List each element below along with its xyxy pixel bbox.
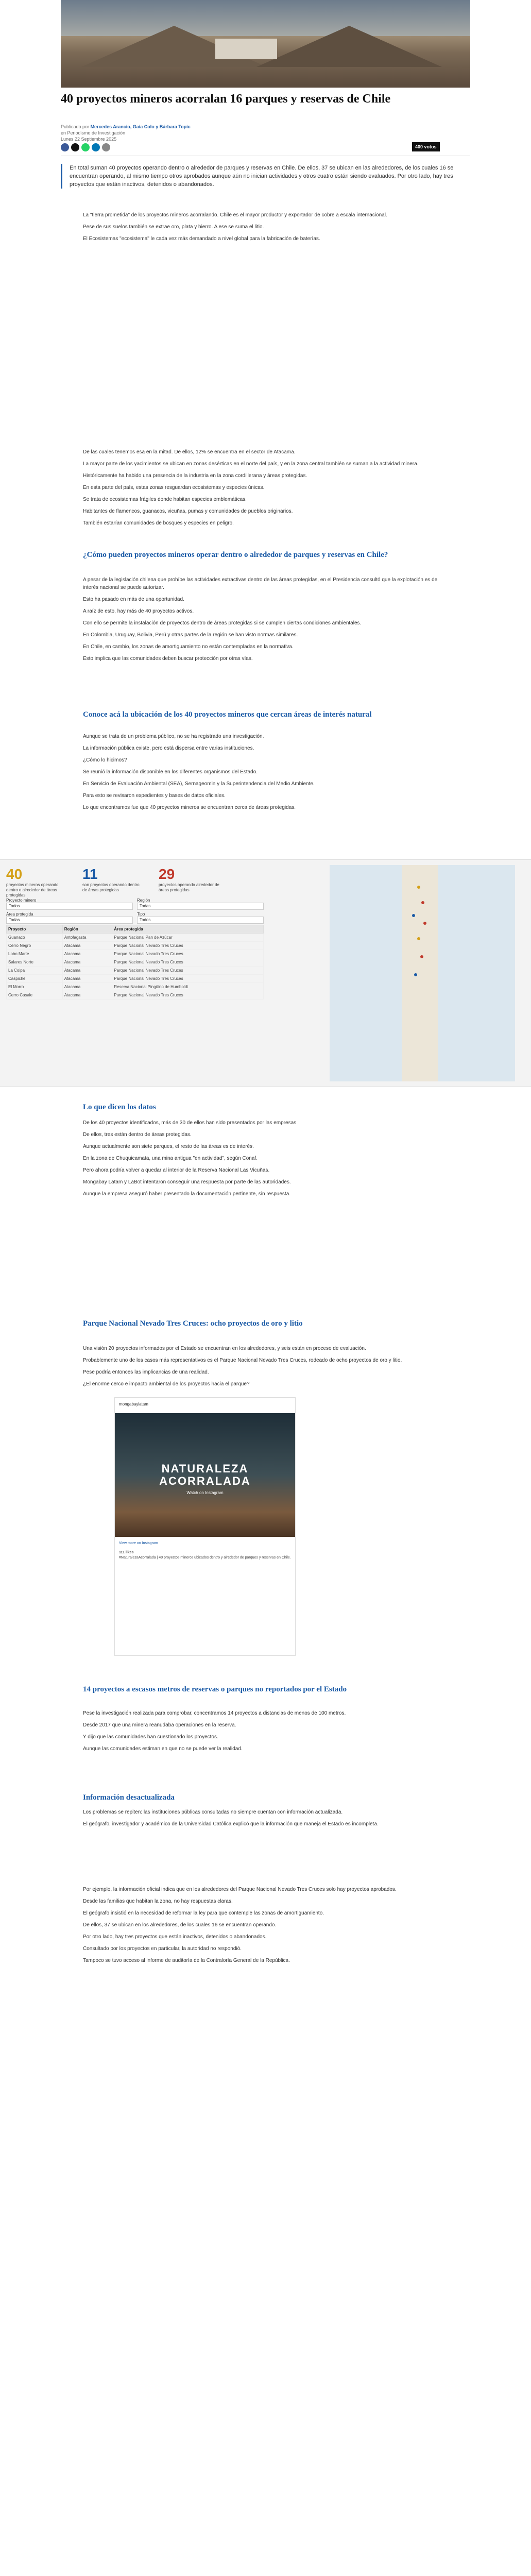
filter-area-select[interactable]: Todas [6, 917, 133, 924]
column-header[interactable]: Área protegida [112, 925, 264, 934]
paragraph: Una visión 20 proyectos informados por el Estado se encuentran en los alrededores, y seis están en proceso de evaluación. [83, 1346, 366, 1351]
table-row[interactable] [7, 991, 264, 999]
table-row[interactable] [7, 958, 264, 967]
section-body [83, 1709, 443, 1757]
filter-label: Región [137, 898, 150, 903]
table-cell: Parque Nacional Nevado Tres Cruces [112, 991, 264, 999]
table-cell: Parque Nacional Nevado Tres Cruces [112, 975, 264, 983]
instagram-embed[interactable] [114, 1397, 296, 1656]
column-header[interactable]: Proyecto [7, 925, 63, 934]
map-marker[interactable] [417, 886, 420, 889]
table-cell: Atacama [62, 950, 112, 958]
paragraph: Tampoco se tuvo acceso al informe de auditoría de la Contraloría General de la República. [83, 1958, 290, 1963]
paragraph: La información pública existe, pero está dispersa entre varias instituciones. [83, 745, 254, 751]
paragraph: A pesar de la legislación chilena que prohíbe las actividades extractivas dentro de las áreas protegidas, en el Presidencia consultó que la explotación es de interés nacional se puede autorizar. [83, 577, 438, 590]
stat-label: proyectos operando alrededor de áreas protegidas [159, 883, 219, 892]
paragraph: También estarían comunidades de bosques y especies en peligro. [83, 520, 234, 526]
paragraph: Por otro lado, hay tres proyectos que están inactivos, detenidos o abandonados. [83, 1934, 267, 1940]
table-row[interactable] [7, 967, 264, 975]
filter-label: Proyecto minero [6, 898, 37, 903]
section-heading: Parque Nacional Nevado Tres Cruces: ocho proyectos de oro y litio [83, 1319, 303, 1328]
table-cell: Antofagasta [62, 934, 112, 942]
section-heading: Lo que dicen los datos [83, 1103, 156, 1111]
filter-project-select[interactable]: Todos [6, 903, 133, 910]
paragraph: La mayor parte de los yacimientos se ubican en zonas desérticas en el norte del país, y en la zona central también se suman a la actividad minera. [83, 461, 419, 467]
instagram-caption: #NaturalezaAcorralada | 40 proyectos mineros ubicados dentro y alrededor de parques y reservas en Chile. [119, 1556, 291, 1560]
paragraph: La "tierra prometida" de los proyectos mineros acorralando. Chile es el mayor productor y exportador de cobre a escala internacional. [83, 212, 387, 218]
paragraph: De ellos, tres están dentro de áreas protegidas. [83, 1132, 192, 1138]
paragraph: Con ello se permite la instalación de proyectos dentro de áreas protegidas si se cumplen ciertas condiciones ambientales. [83, 620, 362, 626]
linkedin-icon[interactable] [92, 143, 100, 151]
paragraph: En Colombia, Uruguay, Bolivia, Perú y otras partes de la región se han visto normas similares. [83, 632, 298, 638]
section-body [83, 733, 443, 816]
email-icon[interactable] [102, 143, 110, 151]
table-cell: Parque Nacional Nevado Tres Cruces [112, 950, 264, 958]
filter-label: Tipo [137, 912, 145, 917]
instagram-account[interactable]: mongabaylatam [119, 1402, 148, 1406]
section-heading: ¿Cómo pueden proyectos mineros operar dentro o alrededor de parques y reservas en Chile? [83, 551, 388, 559]
map-marker[interactable] [421, 901, 424, 904]
projects-map-widget [0, 859, 531, 1087]
hero-building [215, 39, 277, 59]
hero-image [61, 0, 470, 88]
section-body [83, 1119, 443, 1202]
filter-type-select[interactable]: Todos [137, 917, 264, 924]
paragraph: Aunque se trata de un problema público, no se ha registrado una investigación. [83, 734, 264, 739]
table-cell: Caspiche [7, 975, 63, 983]
paragraph: Pese de sus suelos también se extrae oro, plata y hierro. A ese se suma el litio. [83, 224, 264, 230]
stat-number: 40 [6, 866, 23, 882]
paragraph: De los 40 proyectos identificados, más de 30 de ellos han sido presentados por las empresas. [83, 1120, 298, 1126]
filter-region-select[interactable]: Todas [137, 903, 264, 910]
stat-label: proyectos mineros operando dentro o alrededor de áreas protegidas [6, 883, 59, 897]
table-cell: Guanaco [7, 934, 63, 942]
paragraph: De las cuales tenemos esa en la mitad. De ellos, 12% se encuentra en el sector de Atacama. [83, 449, 296, 455]
table-cell: Atacama [62, 967, 112, 975]
paragraph: Se reunió la información disponible en los diferentes organismos del Estado. [83, 769, 258, 775]
likes-count: 111 likes [119, 1551, 134, 1554]
paragraph: De ellos, 37 se ubican en los alrededores, de los cuales 16 se encuentran operando. [83, 1922, 277, 1928]
byline-prefix: Publicado por [61, 124, 90, 129]
article-headline: 40 proyectos mineros acorralan 16 parques y reservas de Chile [61, 92, 391, 106]
table-cell: Salares Norte [7, 958, 63, 967]
table-cell: Atacama [62, 958, 112, 967]
paragraph: Aunque la empresa aseguró haber presentado la documentación pertinente, sin respuesta. [83, 1191, 291, 1197]
paragraph: Históricamente ha habido una presencia de la industria en la zona cordillerana y áreas protegidas. [83, 473, 307, 479]
section-body [83, 1345, 443, 1392]
paragraph: Desde 2017 que una minera reanudaba operaciones en la reserva. [83, 1722, 236, 1728]
paragraph: Para esto se revisaron expedientes y bases de datos oficiales. [83, 793, 226, 799]
table-cell: Parque Nacional Pan de Azúcar [112, 934, 264, 942]
paragraph: Habitantes de flamencos, guanacos, vicuñas, pumas y comunidades de pueblos originarios. [83, 509, 293, 514]
table-cell: Parque Nacional Nevado Tres Cruces [112, 942, 264, 950]
table-row[interactable] [7, 934, 264, 942]
map-marker[interactable] [412, 914, 415, 917]
paragraph: El Ecosistemas "ecosistema" le cada vez más demandado a nivel global para la fabricación de baterías. [83, 236, 320, 242]
share-buttons [61, 143, 110, 151]
table-cell: Atacama [62, 991, 112, 999]
paragraph: En esta parte del país, estas zonas resguardan ecosistemas y especies únicas. [83, 485, 265, 490]
paragraph: Probablemente uno de los casos más representativos es el Parque Nacional Nevado Tres Cruces, rodeado de ocho proyectos de oro y litio. [83, 1358, 402, 1363]
article-body [83, 448, 443, 531]
paragraph: Consultado por los proyectos en particular, la autoridad no respondió. [83, 1946, 242, 1952]
section-body [83, 576, 443, 667]
paragraph: Esto ha pasado en más de una oportunidad. [83, 597, 184, 602]
table-cell: La Coipa [7, 967, 63, 975]
section-body [83, 1808, 443, 1832]
paragraph: Y dijo que las comunidades han cuestionado los proyectos. [83, 1734, 218, 1740]
table-cell: Reserva Nacional Pingüino de Humboldt [112, 983, 264, 991]
table-cell: Parque Nacional Nevado Tres Cruces [112, 958, 264, 967]
map-marker[interactable] [423, 922, 426, 925]
table-cell: Cerro Negro [7, 942, 63, 950]
paragraph: ¿El enorme cerco e impacto ambiental de los proyectos hacia el parque? [83, 1381, 250, 1387]
instagram-image[interactable] [115, 1413, 295, 1537]
paragraph: ¿Cómo lo hicimos? [83, 757, 127, 763]
table-row[interactable] [7, 950, 264, 958]
table-cell: Atacama [62, 975, 112, 983]
paragraph: El geógrafo insistió en la necesidad de reformar la ley para que contemple las zonas de amortiguamiento. [83, 1910, 324, 1916]
table-cell: Atacama [62, 942, 112, 950]
x-icon[interactable] [71, 143, 79, 151]
votes-badge: 400 votos [412, 142, 440, 151]
paragraph: Esto implica que las comunidades deben buscar protección por otras vías. [83, 656, 253, 662]
watch-link[interactable]: Watch on Instagram [186, 1490, 224, 1495]
map-marker[interactable] [414, 973, 417, 976]
map-filters [6, 898, 264, 926]
table-cell: Parque Nacional Nevado Tres Cruces [112, 967, 264, 975]
article-lead: En total suman 40 proyectos operando dentro o alrededor de parques y reservas en Chile. De ellos, 37 se ubican en las alrededores, de los cuales 16 se encuentran operando, al mismo tiempo otros aprobados aunque aún no inician actividades y otros cuatro están siendo evaluados. Por otro lado, hay tres proyectos que están inactivos, detenidos o abandonados. [61, 164, 470, 189]
paragraph: El geógrafo, investigador y académico de la Universidad Católica explicó que la información que maneja el Estado es incompleta. [83, 1821, 379, 1827]
paragraph: Mongabay Latam y LaBot intentaron conseguir una respuesta por parte de las autoridades. [83, 1179, 291, 1185]
table-row[interactable] [7, 975, 264, 983]
paragraph: Desde las familias que habitan la zona, no hay respuestas claras. [83, 1899, 233, 1904]
paragraph: En la zona de Chuquicamata, una mina antigua "en actividad", según Conaf. [83, 1156, 258, 1161]
section-heading: Información desactualizada [83, 1793, 175, 1802]
hero-mountain [256, 26, 442, 67]
section-heading: 14 proyectos a escasos metros de reservas o parques no reportados por el Estado [83, 1685, 347, 1693]
byline [61, 124, 470, 142]
chile-landmass [402, 865, 438, 1081]
table-row[interactable] [7, 942, 264, 950]
intro-body [83, 211, 443, 247]
byline-authors[interactable]: Mercedes Arancio, Gaia Colo y Bárbara Topic [90, 124, 191, 129]
paragraph: Los problemas se repiten: las instituciones públicas consultadas no siempre cuentan con información actualizada. [83, 1809, 343, 1815]
table-row[interactable] [7, 983, 264, 991]
paragraph: Lo que encontramos fue que 40 proyectos mineros se encuentran cerca de áreas protegidas. [83, 805, 296, 810]
column-header[interactable]: Región [62, 925, 112, 934]
projects-table [6, 925, 264, 999]
map-marker[interactable] [417, 937, 420, 940]
table-cell: Lobo Marte [7, 950, 63, 958]
whatsapp-icon[interactable] [81, 143, 90, 151]
table-cell: Atacama [62, 983, 112, 991]
stat-number: 29 [159, 866, 175, 882]
facebook-icon[interactable] [61, 143, 69, 151]
paragraph: Aunque las comunidades estiman en que no se puede ver la realidad. [83, 1746, 243, 1752]
paragraph: Aunque actualmente son siete parques, el resto de las áreas es de interés. [83, 1144, 254, 1149]
section-heading: Conoce acá la ubicación de los 40 proyectos mineros que cercan áreas de interés natural [83, 710, 372, 719]
paragraph: En Servicio de Evaluación Ambiental (SEA), Sernageomin y la Superintendencia del Medio Ambiente. [83, 781, 315, 787]
paragraph: Pese la investigación realizada para comprobar, concentramos 14 proyectos a distancias de menos de 100 metros. [83, 1710, 346, 1716]
paragraph: A raíz de esto, hay más de 40 proyectos activos. [83, 608, 194, 614]
map-marker[interactable] [420, 955, 423, 958]
stat-around [159, 866, 220, 893]
stat-label: son proyectos operando dentro de áreas protegidas [82, 883, 140, 892]
paragraph: Pese podría entonces las implicancias de una realidad. [83, 1369, 209, 1375]
section-body [83, 1886, 443, 1969]
stat-inside [82, 866, 144, 893]
paragraph: Por ejemplo, la información oficial indica que en los alrededores del Parque Nacional Nevado Tres Cruces solo hay proyectos aprobados. [83, 1887, 397, 1892]
table-cell: El Morro [7, 983, 63, 991]
filter-label: Área protegida [6, 912, 33, 917]
stat-number: 11 [82, 866, 98, 882]
paragraph: Se trata de ecosistemas frágiles donde habitan especies emblemáticas. [83, 497, 247, 502]
stat-total [6, 866, 68, 898]
view-more-link[interactable]: View more on Instagram [119, 1541, 158, 1545]
paragraph: En Chile, en cambio, los zonas de amortiguamiento no están contempladas en la normativa. [83, 644, 294, 650]
byline-section[interactable]: en Periodismo de Investigación [61, 130, 126, 135]
publish-date: Lunes 22 Septiembre 2025 [61, 137, 117, 142]
instagram-overlay-title: NATURALEZA ACORRALADA [159, 1462, 251, 1487]
paragraph: Pero ahora podría volver a quedar al interior de la Reserva Nacional Las Vicuñas. [83, 1167, 270, 1173]
chile-map[interactable] [330, 865, 515, 1081]
table-cell: Cerro Casale [7, 991, 63, 999]
